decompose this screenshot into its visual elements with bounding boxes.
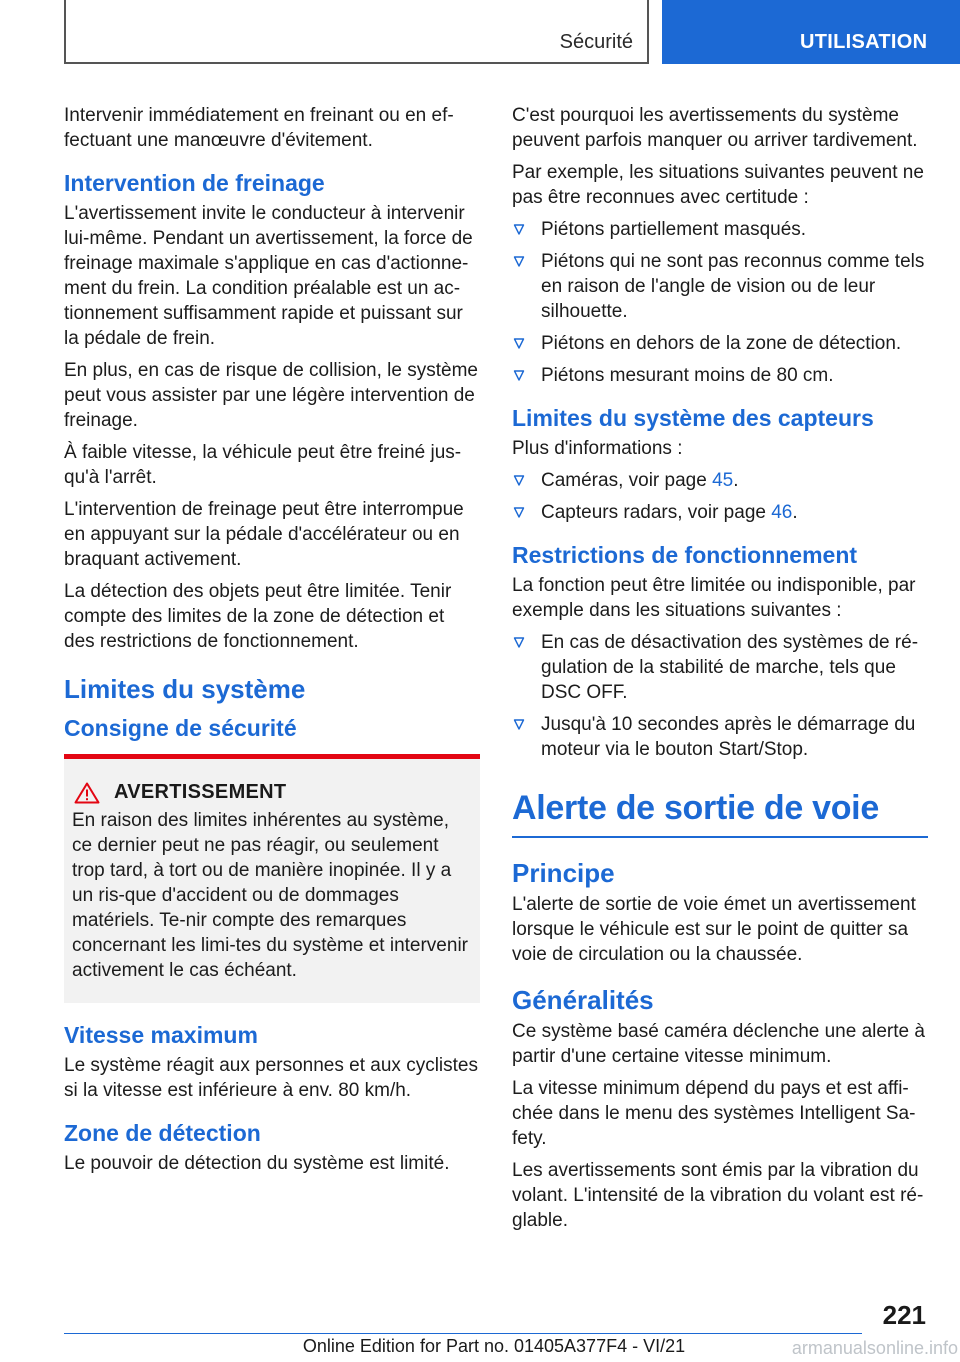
list-item-text: Piétons mesurant moins de 80 cm. bbox=[541, 365, 834, 386]
bullet-triangle-icon bbox=[513, 335, 525, 351]
lane-departure-heading: Alerte de sortie de voie bbox=[512, 788, 928, 838]
braking-paragraph-1: L'avertissement invite le conducteur à intervenir lui-même. Pendant un avertissement, la force de freinage maximale s'applique en cas d'actionne‐ment du frein. La condition préalable est un ac‐tionnement suffisamment rapide et puissant sur la pédale de frein. bbox=[64, 203, 473, 349]
list-item-period: . bbox=[733, 470, 739, 491]
list-item-text: Piétons en dehors de la zone de détection. bbox=[541, 333, 902, 354]
header-section-box bbox=[64, 0, 649, 64]
warning-triangle-icon bbox=[74, 782, 100, 804]
detection-zone-text: Le pouvoir de détection du système est limité. bbox=[64, 1153, 450, 1174]
watermark: armanualsonline.info bbox=[791, 1338, 958, 1358]
intro-paragraph: Intervenir immédiatement en freinant ou en ef‐fectuant une manœuvre d'évitement. bbox=[64, 105, 454, 151]
bullet-triangle-icon bbox=[513, 472, 525, 488]
list-item bbox=[512, 363, 928, 388]
footer-divider bbox=[64, 1333, 862, 1334]
header-chapter-tab bbox=[662, 0, 960, 64]
left-column bbox=[64, 103, 480, 1183]
page-link-radars[interactable]: 46 bbox=[771, 502, 793, 523]
warning-text: En raison des limites inhérentes au système, ce dernier peut ne pas réagir, ou seulement trop tard, à tort ou de manière inopinée. Il y a un ris‐que d'accident ou de dommages matériels. Te‐nir compte des remarques concernant les limi‐tes du système et intervenir activement le cas échéant. bbox=[72, 810, 468, 981]
list-item-period: . bbox=[792, 502, 798, 523]
right-column bbox=[512, 103, 928, 1240]
detection-zone-heading: Zone de détection bbox=[64, 1120, 261, 1146]
list-item bbox=[512, 500, 928, 525]
warning-box bbox=[64, 754, 480, 1003]
warning-header bbox=[72, 781, 472, 804]
max-speed-text: Le système réagit aux personnes et aux cyclistes si la vitesse est inférieure à env. 80 km/h. bbox=[64, 1055, 478, 1101]
restrictions-intro: La fonction peut être limitée ou indisponible, par exemple dans les situations suivantes : bbox=[512, 575, 916, 621]
list-item bbox=[512, 217, 928, 242]
general-paragraph-2: La vitesse minimum dépend du pays et est affi‐chée dans le menu des systèmes Intelligent Sa‐fety. bbox=[512, 1078, 916, 1149]
bullet-triangle-icon bbox=[513, 504, 525, 520]
principle-heading: Principe bbox=[512, 858, 615, 888]
general-paragraph-3: Les avertissements sont émis par la vibration du volant. L'intensité de la vibration du volant est ré‐glable. bbox=[512, 1160, 924, 1231]
max-speed-heading: Vitesse maximum bbox=[64, 1022, 258, 1048]
braking-paragraph-3: À faible vitesse, la véhicule peut être freiné jus‐qu'à l'arrêt. bbox=[64, 442, 462, 488]
sensor-limits-heading: Limites du système des capteurs bbox=[512, 405, 874, 431]
general-heading: Généralités bbox=[512, 985, 654, 1015]
restrictions-heading: Restrictions de fonctionnement bbox=[512, 542, 858, 568]
braking-paragraph-4: L'intervention de freinage peut être interrompue en appuyant sur la pédale d'accélérateur ou en braquant activement. bbox=[64, 499, 464, 570]
list-item bbox=[512, 712, 928, 762]
list-item-text: Piétons qui ne sont pas reconnus comme tels en raison de l'angle de vision ou de leur silhouette. bbox=[541, 251, 925, 322]
list-item-text: Capteurs radars, voir page bbox=[541, 502, 772, 523]
bullet-triangle-icon bbox=[513, 634, 525, 650]
warning-title: AVERTISSEMENT bbox=[114, 781, 287, 803]
situations-paragraph: Par exemple, les situations suivantes peuvent ne pas être reconnues avec certitude : bbox=[512, 162, 924, 208]
warnings-paragraph: C'est pourquoi les avertissements du système peuvent parfois manquer ou arriver tardivement. bbox=[512, 105, 918, 151]
restrictions-list bbox=[512, 630, 928, 762]
general-paragraph-1: Ce système basé caméra déclenche une alerte à partir d'une certaine vitesse minimum. bbox=[512, 1021, 925, 1067]
braking-paragraph-5: La détection des objets peut être limitée. Tenir compte des limites de la zone de détection et des restrictions de fonctionnement. bbox=[64, 581, 452, 652]
bullet-triangle-icon bbox=[513, 253, 525, 269]
list-item bbox=[512, 331, 928, 356]
header-chapter-title: UTILISATION bbox=[800, 31, 928, 53]
safety-heading: Consigne de sécurité bbox=[64, 715, 297, 741]
bullet-triangle-icon bbox=[513, 716, 525, 732]
list-item bbox=[512, 249, 928, 324]
list-item-text: Jusqu'à 10 secondes après le démarrage du moteur via le bouton Start/Stop. bbox=[541, 714, 916, 760]
footer-edition: Online Edition for Part no. 01405A377F4 - VI/21 bbox=[302, 1336, 686, 1356]
braking-paragraph-2: En plus, en cas de risque de collision, le système peut vous assister par une légère intervention de freinage. bbox=[64, 360, 478, 431]
list-item-text: Caméras, voir page bbox=[541, 470, 713, 491]
sensor-limits-intro: Plus d'informations : bbox=[512, 438, 683, 459]
page-link-cameras[interactable]: 45 bbox=[712, 470, 734, 491]
limits-heading: Limites du système bbox=[64, 674, 306, 704]
pedestrian-list bbox=[512, 217, 928, 388]
braking-heading: Intervention de freinage bbox=[64, 170, 325, 196]
page-number: 221 bbox=[882, 1300, 926, 1330]
sensor-list bbox=[512, 468, 928, 525]
principle-text: L'alerte de sortie de voie émet un avertissement lorsque le véhicule est sur le point de quitter sa voie de circulation ou la chaussée. bbox=[512, 894, 916, 965]
list-item bbox=[512, 630, 928, 705]
header-section-title: Sécurité bbox=[559, 31, 633, 53]
bullet-triangle-icon bbox=[513, 221, 525, 237]
list-item bbox=[512, 468, 928, 493]
list-item-text: Piétons partiellement masqués. bbox=[541, 219, 807, 240]
list-item-text: En cas de désactivation des systèmes de ré‐gulation de la stabilité de marche, tels que DSC OFF. bbox=[541, 632, 919, 703]
bullet-triangle-icon bbox=[513, 367, 525, 383]
